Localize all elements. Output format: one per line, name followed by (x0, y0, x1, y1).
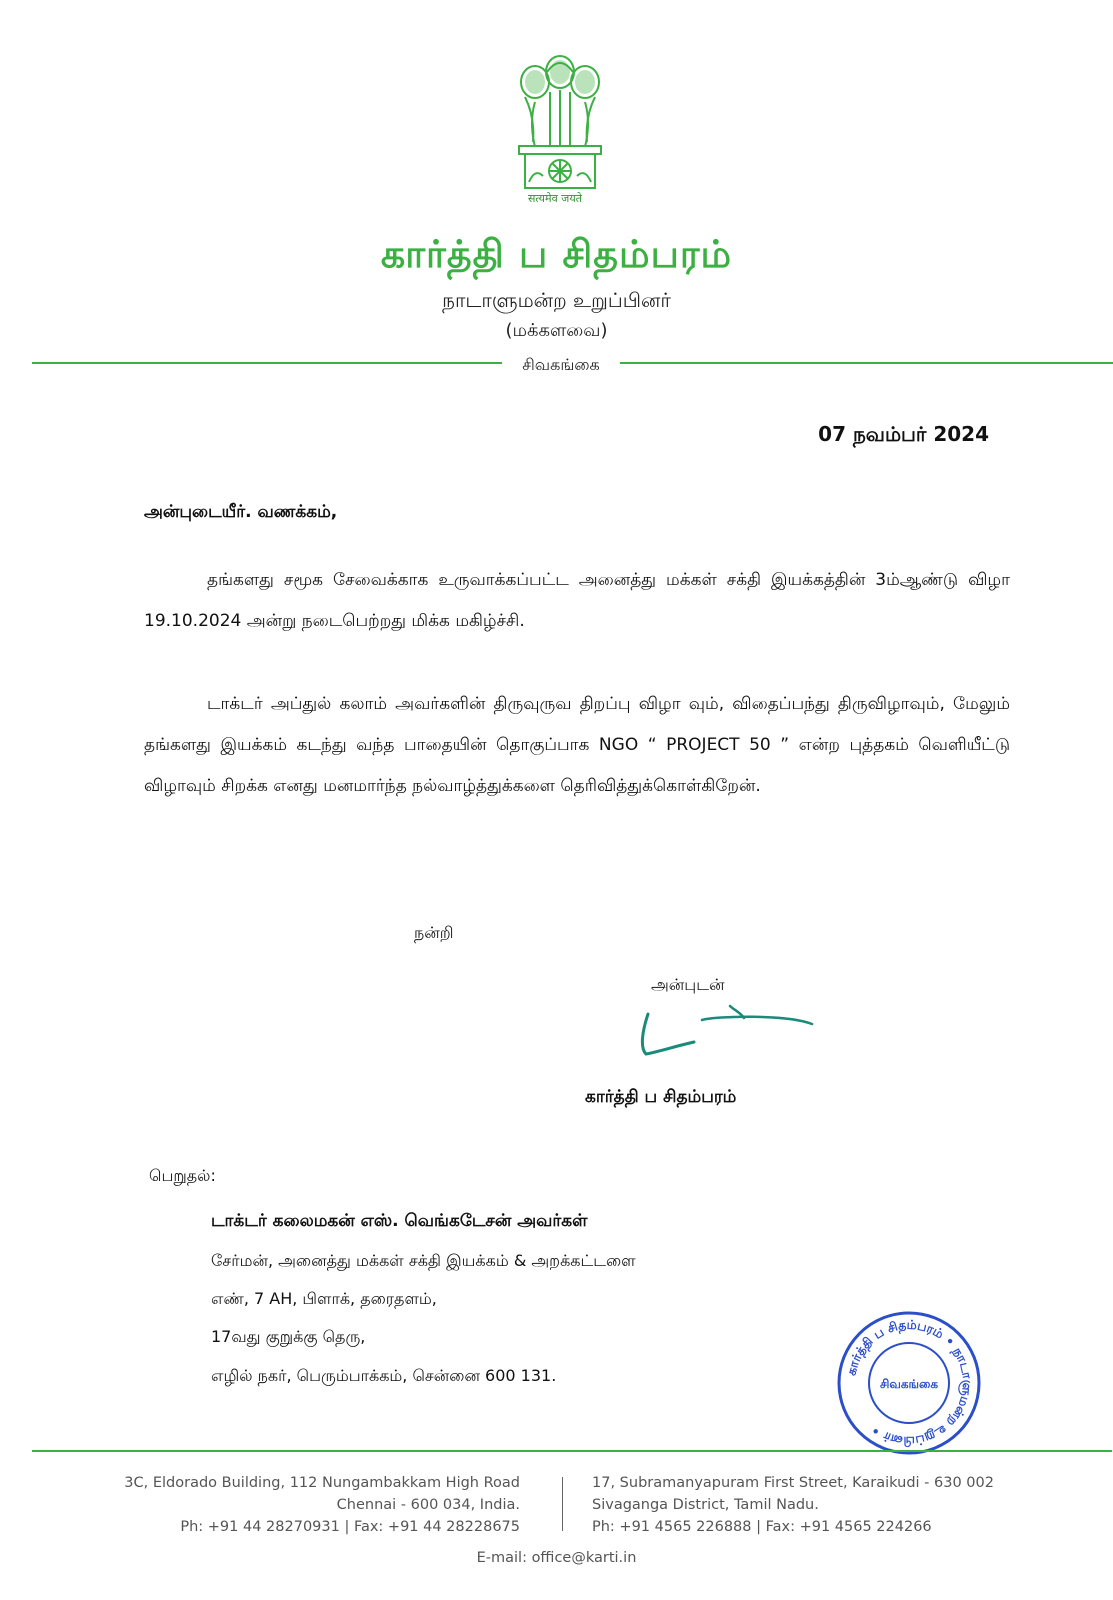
recipient-address-line: எண், 7 AH, பிளாக், தரைதளம், (211, 1289, 437, 1308)
letter-date: 07 நவம்பர் 2024 (818, 422, 989, 446)
svg-text:கார்த்தி ப சிதம்பரம் • நாடாளும: கார்த்தி ப சிதம்பரம் • நாடாளுமன்ற உறுப்பினர் • (843, 1316, 976, 1450)
mp-house: (மக்களவை) (505, 320, 608, 341)
closing-line: அன்புடன் (651, 975, 725, 994)
footer-address-line: 17, Subramanyapuram First Street, Karaikudi - 630 002 (592, 1475, 994, 1491)
header-divider-right (620, 362, 1113, 364)
footer-contact-line: Ph: +91 44 28270931 | Fax: +91 44 28228675 (180, 1519, 520, 1535)
recipient-address-line: சேர்மன், அனைத்து மக்கள் சக்தி இயக்கம் & அறக்கட்டளை (211, 1251, 636, 1270)
svg-text:சிவகங்கை: சிவகங்கை (879, 1377, 939, 1391)
footer-contact-line: Ph: +91 4565 226888 | Fax: +91 4565 224266 (592, 1519, 932, 1535)
footer-separator (562, 1477, 563, 1531)
office-seal-stamp (836, 1310, 982, 1456)
recipient-label: பெறுதல்: (149, 1166, 216, 1185)
mp-title: நாடாளுமன்ற உறுப்பினர் (442, 288, 671, 312)
signer-name: கார்த்தி ப சிதம்பரம் (585, 1087, 737, 1107)
constituency-label: சிவகங்கை (506, 355, 616, 376)
footer-email: E-mail: office@karti.in (476, 1550, 637, 1566)
footer-address-line: Sivaganga District, Tamil Nadu. (592, 1497, 819, 1513)
handwritten-signature (636, 1004, 816, 1060)
mp-name: கார்த்தி ப சிதம்பரம் (380, 232, 733, 276)
national-emblem-icon (505, 42, 615, 210)
body-paragraph-2: டாக்டர் அப்துல் கலாம் அவர்களின் திருவுருவ திறப்பு விழா வும், விதைப்பந்து திருவிழாவும், மேலும் தங்களது இயக்கம் கடந்து வந்த பாதையின் தொகுப்பாக NGO “ PROJECT 50 ” என்ற புத்தகம் வெளியீட்டு விழாவும் சிறக்க எனது மனமார்ந்த நல்வாழ்த்துக்களை தெரிவித்துக்கொள்கிறேன். (144, 694, 1010, 796)
footer-address-line: 3C, Eldorado Building, 112 Nungambakkam High Road (124, 1475, 520, 1491)
recipient-address-line: எழில் நகர், பெரும்பாக்கம், சென்னை 600 131. (211, 1366, 557, 1385)
footer-address-chennai (124, 1472, 520, 1538)
footer-address-karaikudi (592, 1472, 994, 1538)
footer-address-line: Chennai - 600 034, India. (336, 1497, 520, 1513)
footer-divider (32, 1450, 1112, 1452)
recipient-address-line: 17வது குறுக்கு தெரு, (211, 1327, 366, 1346)
header-divider-left (32, 362, 502, 364)
recipient-name: டாக்டர் கலைமகன் எஸ். வெங்கடேசன் அவர்கள் (211, 1211, 588, 1231)
salutation: அன்புடையீர். வணக்கம், (144, 502, 338, 522)
body-paragraph-1: தங்களது சமூக சேவைக்காக உருவாக்கப்பட்ட அனைத்து மக்கள் சக்தி இயக்கத்தின் 3ம்ஆண்டு விழா 19.10.2024 அன்று நடைபெற்றது மிக்க மகிழ்ச்சி. (144, 570, 1010, 631)
thanks-line: நன்றி (414, 923, 454, 942)
emblem-motto: सत्यमेव जयते (527, 192, 582, 205)
